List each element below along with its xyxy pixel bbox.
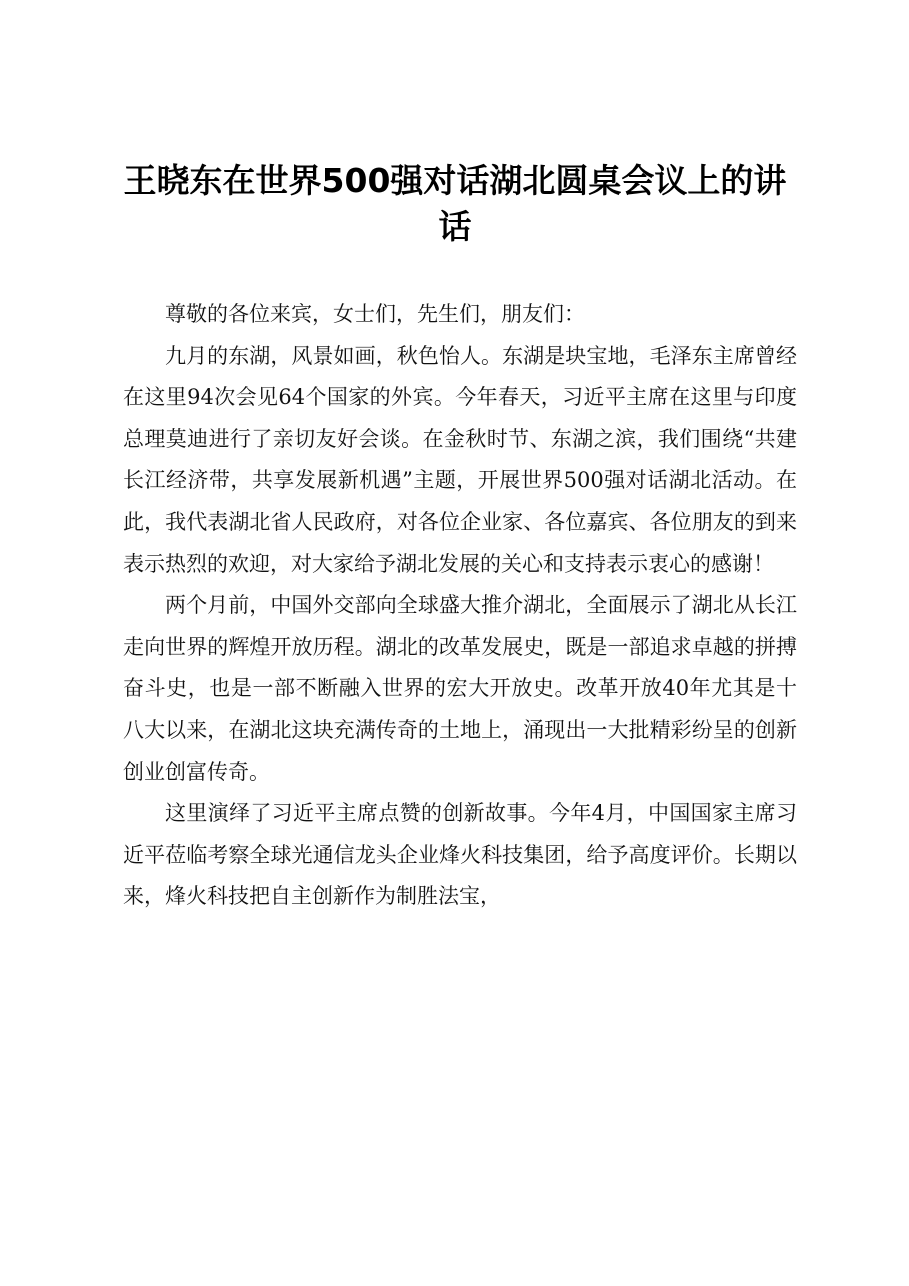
paragraph: 九月的东湖，风景如画，秋色怡人。东湖是块宝地，毛泽东主席曾经在这里94次会见64个国家的外宾。今年春天，习近平主席在这里与印度总理莫迪进行了亲切友好会谈。在金秋时节、东湖之滨，我们围绕“共建长江经济带，共享发展新机遇”主题，开展世界500强对话湖北活动。在此，我代表湖北省人民政府，对各位企业家、各位嘉宾、各位朋友的到来表示热烈的欢迎，对大家给予湖北发展的关心和支持表示衷心的感谢！: [123, 343, 797, 576]
document-body: [123, 294, 797, 918]
paragraph-greeting: 尊敬的各位来宾，女士们，先生们，朋友们：: [165, 302, 585, 326]
document-title: 王晓东在世界500强对话湖北圆桌会议上的讲话: [123, 161, 787, 246]
paragraph: 这里演绎了习近平主席点赞的创新故事。今年4月，中国国家主席习近平莅临考察全球光通信龙头企业烽火科技集团，给予高度评价。长期以来，烽火科技把自主创新作为制胜法宝，: [123, 801, 797, 909]
paragraph: 两个月前，中国外交部向全球盛大推介湖北，全面展示了湖北从长江走向世界的辉煌开放历程。湖北的改革发展史，既是一部追求卓越的拼搏奋斗史，也是一部不断融入世界的宏大开放史。改革开放40年尤其是十八大以来，在湖北这块充满传奇的土地上，涌现出一大批精彩纷呈的创新创业创富传奇。: [123, 593, 797, 784]
